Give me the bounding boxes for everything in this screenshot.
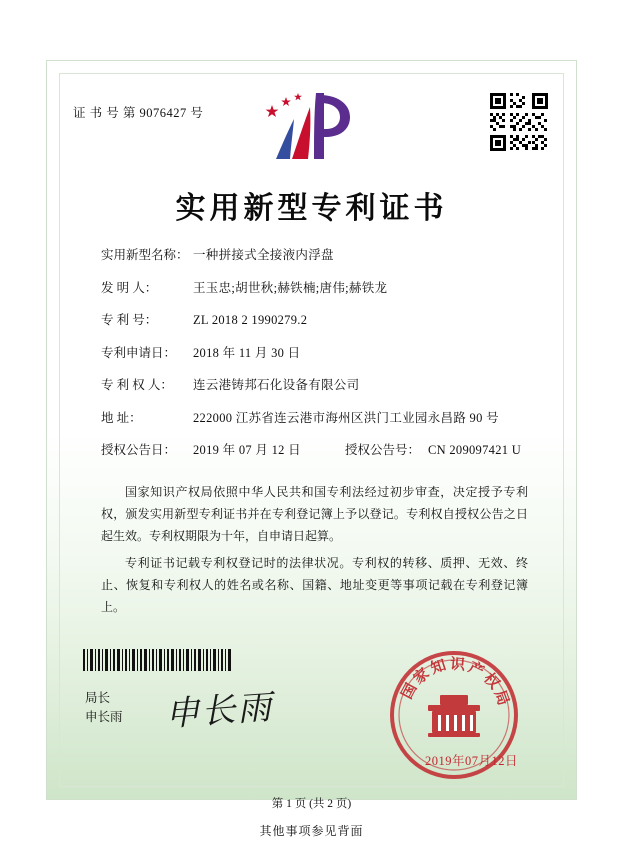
field-row (101, 282, 536, 295)
field-value-grant-date: 2019 年 07 月 12 日 (193, 443, 301, 457)
cnipa-logo-icon (264, 89, 360, 165)
legal-paragraph-1: 国家知识产权局依照中华人民共和国专利法经过初步审查，决定授予专利权，颁发实用新型专利证书并在专利登记簿上予以登记。专利权自授权公告之日起生效。专利权期限为十年，自申请日起算。 (101, 485, 528, 544)
legal-paragraph-2: 专利证书记载专利权登记时的法律状况。专利权的转移、质押、无效、终止、恢复和专利权人的姓名或名称、国籍、地址变更等事项记载在专利登记簿上。 (101, 555, 528, 614)
director-name: 申长雨 (85, 710, 123, 725)
field-value-address: 222000 江苏省连云港市海州区洪门工业园永昌路 90 号 (193, 410, 499, 425)
svg-text:局: 局 (490, 688, 512, 708)
page-title: 实用新型专利证书 (175, 192, 448, 225)
field-row (101, 249, 536, 262)
field-value-application-date: 2018 年 11 月 30 日 (193, 345, 301, 360)
legal-text (101, 481, 528, 622)
svg-text:产: 产 (465, 659, 487, 681)
field-value-patent-number: ZL 2018 2 1990279.2 (193, 313, 308, 327)
svg-text:知: 知 (428, 657, 449, 678)
field-label-grant-date: 授权公告日： (101, 443, 177, 457)
field-label-application-date: 专利申请日： (101, 345, 177, 360)
seal-date: 2019年07月12日 (424, 754, 518, 768)
svg-text:识: 识 (449, 656, 466, 674)
certificate-fields (101, 249, 536, 477)
barcode (83, 649, 233, 671)
field-label-name: 实用新型名称： (101, 248, 189, 262)
field-row (101, 412, 536, 425)
field-row (101, 347, 536, 360)
field-row-grant (101, 444, 536, 457)
field-value-name: 一种拼接式全接液内浮盘 (193, 248, 334, 262)
field-value-patentee: 连云港铸邦石化设备有限公司 (193, 378, 360, 392)
footer-note: 其他事项参见背面 (259, 824, 364, 838)
svg-text:国: 国 (399, 681, 421, 702)
field-label-grant-number: 授权公告号： (344, 443, 420, 457)
field-value-inventors: 王玉忠;胡世秋;赫铁楠;唐伟;赫铁龙 (193, 280, 388, 295)
field-row (101, 379, 536, 392)
field-row (101, 314, 536, 327)
handwritten-signature: 申长雨 (164, 689, 275, 734)
field-value-grant-number: CN 209097421 U (427, 443, 522, 457)
field-label-patent-number: 专 利 号： (101, 313, 158, 327)
director-title: 局长 (85, 691, 111, 705)
certificate-number: 证 书 号 第 9076427 号 (73, 106, 204, 120)
svg-text:权: 权 (480, 670, 503, 693)
svg-text:家: 家 (410, 665, 433, 688)
qr-code (488, 91, 550, 153)
field-label-inventors: 发 明 人： (101, 280, 158, 295)
field-label-address: 地 址： (101, 410, 142, 425)
page-indicator: 第 1 页 (共 2 页) (271, 798, 352, 810)
certificate-body (46, 60, 577, 810)
signature-block (85, 689, 123, 728)
field-label-patentee: 专 利 权 人： (101, 378, 173, 392)
